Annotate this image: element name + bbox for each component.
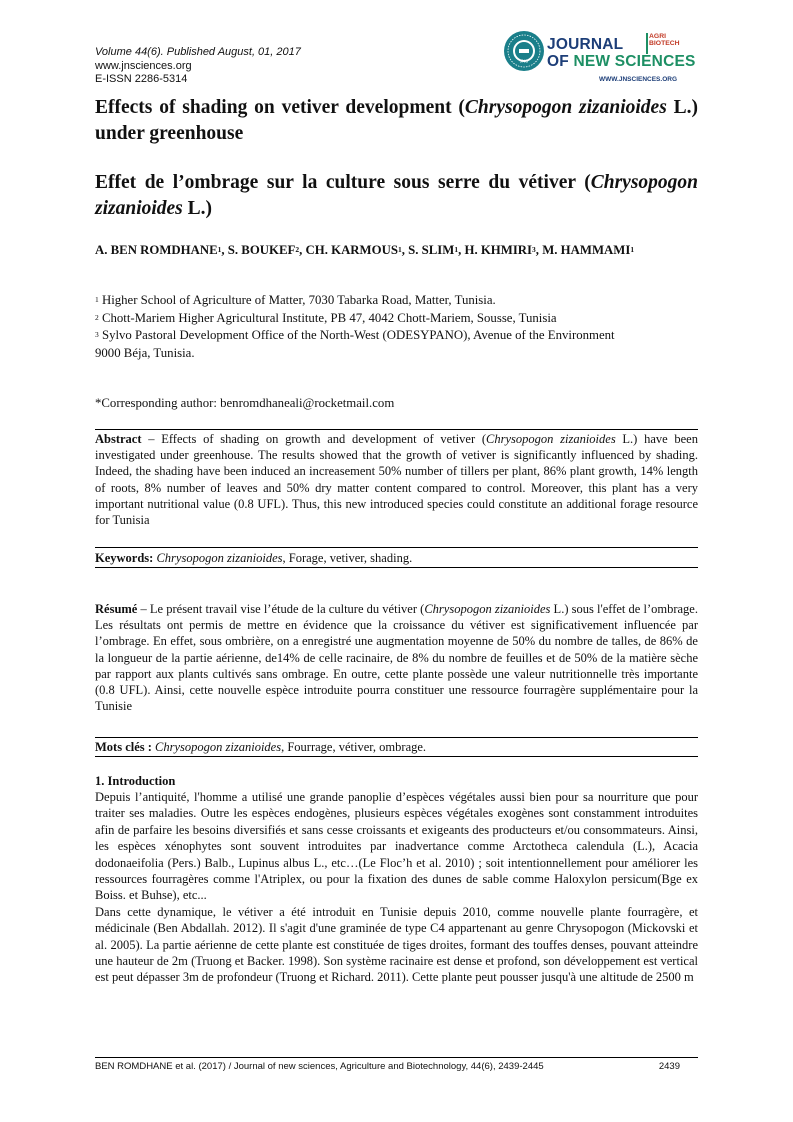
author: S. SLIM$^1$, [408, 243, 465, 257]
abstract: Abstract – Effects of shading on growth and development of vetiver (Chrysopogon zizanioides L.) have been investigated under greenhouse. The results showed that the growth of vetiver is significantly influenced by shading. Indeed, the shading have been induced an increasement 50% number of tillers per plant, 86% plant growth, 14% length of roots, 8% number of leaves and 50% dry matter content compared to control. Moreover, this plant has a very important nutritional value (0.8 UFL). Thus, this new introduced species could constitute an additional forage resource for Tunisia [95, 432, 698, 528]
author: H. KHMIRI$^3$, [464, 243, 543, 257]
seal-text: JNS [519, 58, 529, 64]
logo-agri: AGRI [649, 33, 666, 40]
author: A. BEN ROMDHANE$^1$, [95, 243, 228, 257]
logo-new-sciences-word: NEW SCIENCES [573, 53, 696, 70]
author: CH. KARMOUS$^1$, [305, 243, 409, 257]
title-english [95, 95, 698, 147]
divider [95, 567, 698, 568]
journal-seal-icon [503, 30, 545, 72]
volume-line: Volume 44(6). Published August, 01, 2017 [95, 46, 301, 58]
section-heading-introduction: 1. Introduction [95, 774, 176, 788]
introduction-body [95, 789, 698, 986]
logo-divider [646, 33, 648, 54]
journal-header-info [95, 46, 301, 87]
title-fr-suffix: L.) [182, 198, 213, 219]
title-en-prefix: Effects of shading on vetiver development ( [95, 97, 465, 118]
footer-citation: BEN ROMDHANE et al. (2017) / Journal of new sciences, Agriculture and Biotechnology, 44(6), 2439-2445 [95, 1061, 544, 1072]
journal-logo [503, 30, 703, 90]
page-footer [95, 1061, 698, 1072]
issn-line: E-ISSN 2286-5314 [95, 73, 188, 85]
footer-divider [95, 1057, 698, 1058]
affiliation: $^3$ Sylvo Pastoral Development Office of the North-West (ODESYPANO), Avenue of the Environment [95, 328, 615, 342]
logo-new-sciences [547, 53, 696, 71]
title-en-suffix: L.) under greenhouse [95, 97, 698, 144]
paragraph: Dans cette dynamique, le vétiver a été introduit en Tunisie depuis 2010, comme nouvelle plante fourragère, et médicinale (Ben Abdallah. 2012). Il s'agit d'une graminée de type C4 appartenant au genre Chrysopogon (Mickovski et al. 2005). La partie aérienne de cette plante est constituée de tiges droites, formant des touffes denses, pouvant atteindre une hauteur de 2m (Truong et Backer. 1998). Son système racinaire est dense et profond, son développement est vertical est peut dépasser 3m de profondeur (Truong et Richard. 2011). Cette plante peut pousser jusqu'à une altitude de 2500 m [95, 904, 698, 985]
logo-journal-word: JOURNAL [547, 36, 624, 53]
affiliation: $^2$ Chott-Mariem Higher Agricultural Institute, PB 47, 4042 Chott-Mariem, Sousse, Tunisia [95, 310, 557, 325]
divider [95, 429, 698, 430]
page-number: 2439 [658, 1061, 680, 1072]
abstract-label: Abstract [95, 432, 142, 446]
divider [95, 756, 698, 757]
title-fr-species: Chrysopogon zizanioides [95, 172, 698, 219]
resume: Résumé – Le présent travail vise l’étude de la culture du vétiver (Chrysopogon zizanioides L.) sous l'effet de l’ombrage. Les résultats ont permis de mettre en évidence que la croissance du vétiver est significativement influencée par l’ombrage. En effet, sous ombrière, on a enregistré une augmentation moyenne de 50% du nombre de talles, de 86% de la longueur de la partie aérienne, de14% de celle racinaire, de 8% du nombre de feuilles et de 50% de la matière sèche par rapport aux plants cultivés sans ombrage. En outre, cette plante possède une valeur nutritionnelle très importante (0.8 UFL). Ainsi, cette nouvelle espèce introduite pourra constituer une ressource fourragère supplémentaire pour la Tunisie [95, 602, 698, 714]
divider [95, 547, 698, 548]
keywords: Keywords: Chrysopogon zizanioides, Forage, vetiver, shading. [95, 551, 413, 565]
logo-url: WWW.JNSCIENCES.ORG [599, 76, 678, 83]
logo-agri-biotech [649, 33, 679, 47]
title-fr-prefix: Effet de l’ombrage sur la culture sous serre du vétiver ( [95, 172, 591, 193]
resume-label: Résumé [95, 602, 138, 616]
author: S. BOUKEF$^2$, [227, 243, 306, 257]
website-line: www.jnsciences.org [95, 59, 192, 72]
author-list [95, 242, 698, 259]
mots-cles-label: Mots clés : [95, 740, 152, 754]
logo-of: OF [547, 53, 574, 70]
title-en-species: Chrysopogon zizanioides [464, 97, 667, 118]
affiliation: 9000 Béja, Tunisia. [95, 345, 195, 360]
paragraph: Depuis l’antiquité, l'homme a utilisé une grande panoplie d’espèces végétales aussi bien pour sa nourriture que pour traiter ses maladies. Outre les espèces endogènes, plusieurs espèces végétales exogènes sont constamment introduites afin de parfaire les besoins diversifiés et sans cesse croissants et exigeants des producteurs et/ou consommateurs. Ainsi, les espèces xénophytes sont souvent introduites par inadvertance comme Arctotheca calendula (L.), Acacia dodonaeifolia (Pers.) Balb., Lupinus albus L., etc…(Le Floc’h et al. 2010) ; soit intentionnellement pour améliorer les ressources fourragères comme l'Atriplex, ou pour la fixation des dunes de sable comme Haloxylon persicum(Bge ex Boiss. et Buhse), etc... [95, 790, 698, 903]
affiliation: $^1$ Higher School of Agriculture of Matter, 7030 Tabarka Road, Matter, Tunisia. [95, 293, 496, 307]
mots-cles: Mots clés : Chrysopogon zizanioides, Fourrage, vétiver, ombrage. [95, 740, 427, 754]
keywords-label: Keywords: [95, 551, 154, 565]
divider [95, 737, 698, 738]
corresponding-author: *Corresponding author: benromdhaneali@rocketmail.com [95, 396, 395, 410]
title-french [95, 170, 698, 222]
author: M. HAMMAMI$^1$ [542, 243, 635, 257]
logo-biotech: BIOTECH [649, 40, 680, 47]
affiliation-list [95, 292, 698, 362]
